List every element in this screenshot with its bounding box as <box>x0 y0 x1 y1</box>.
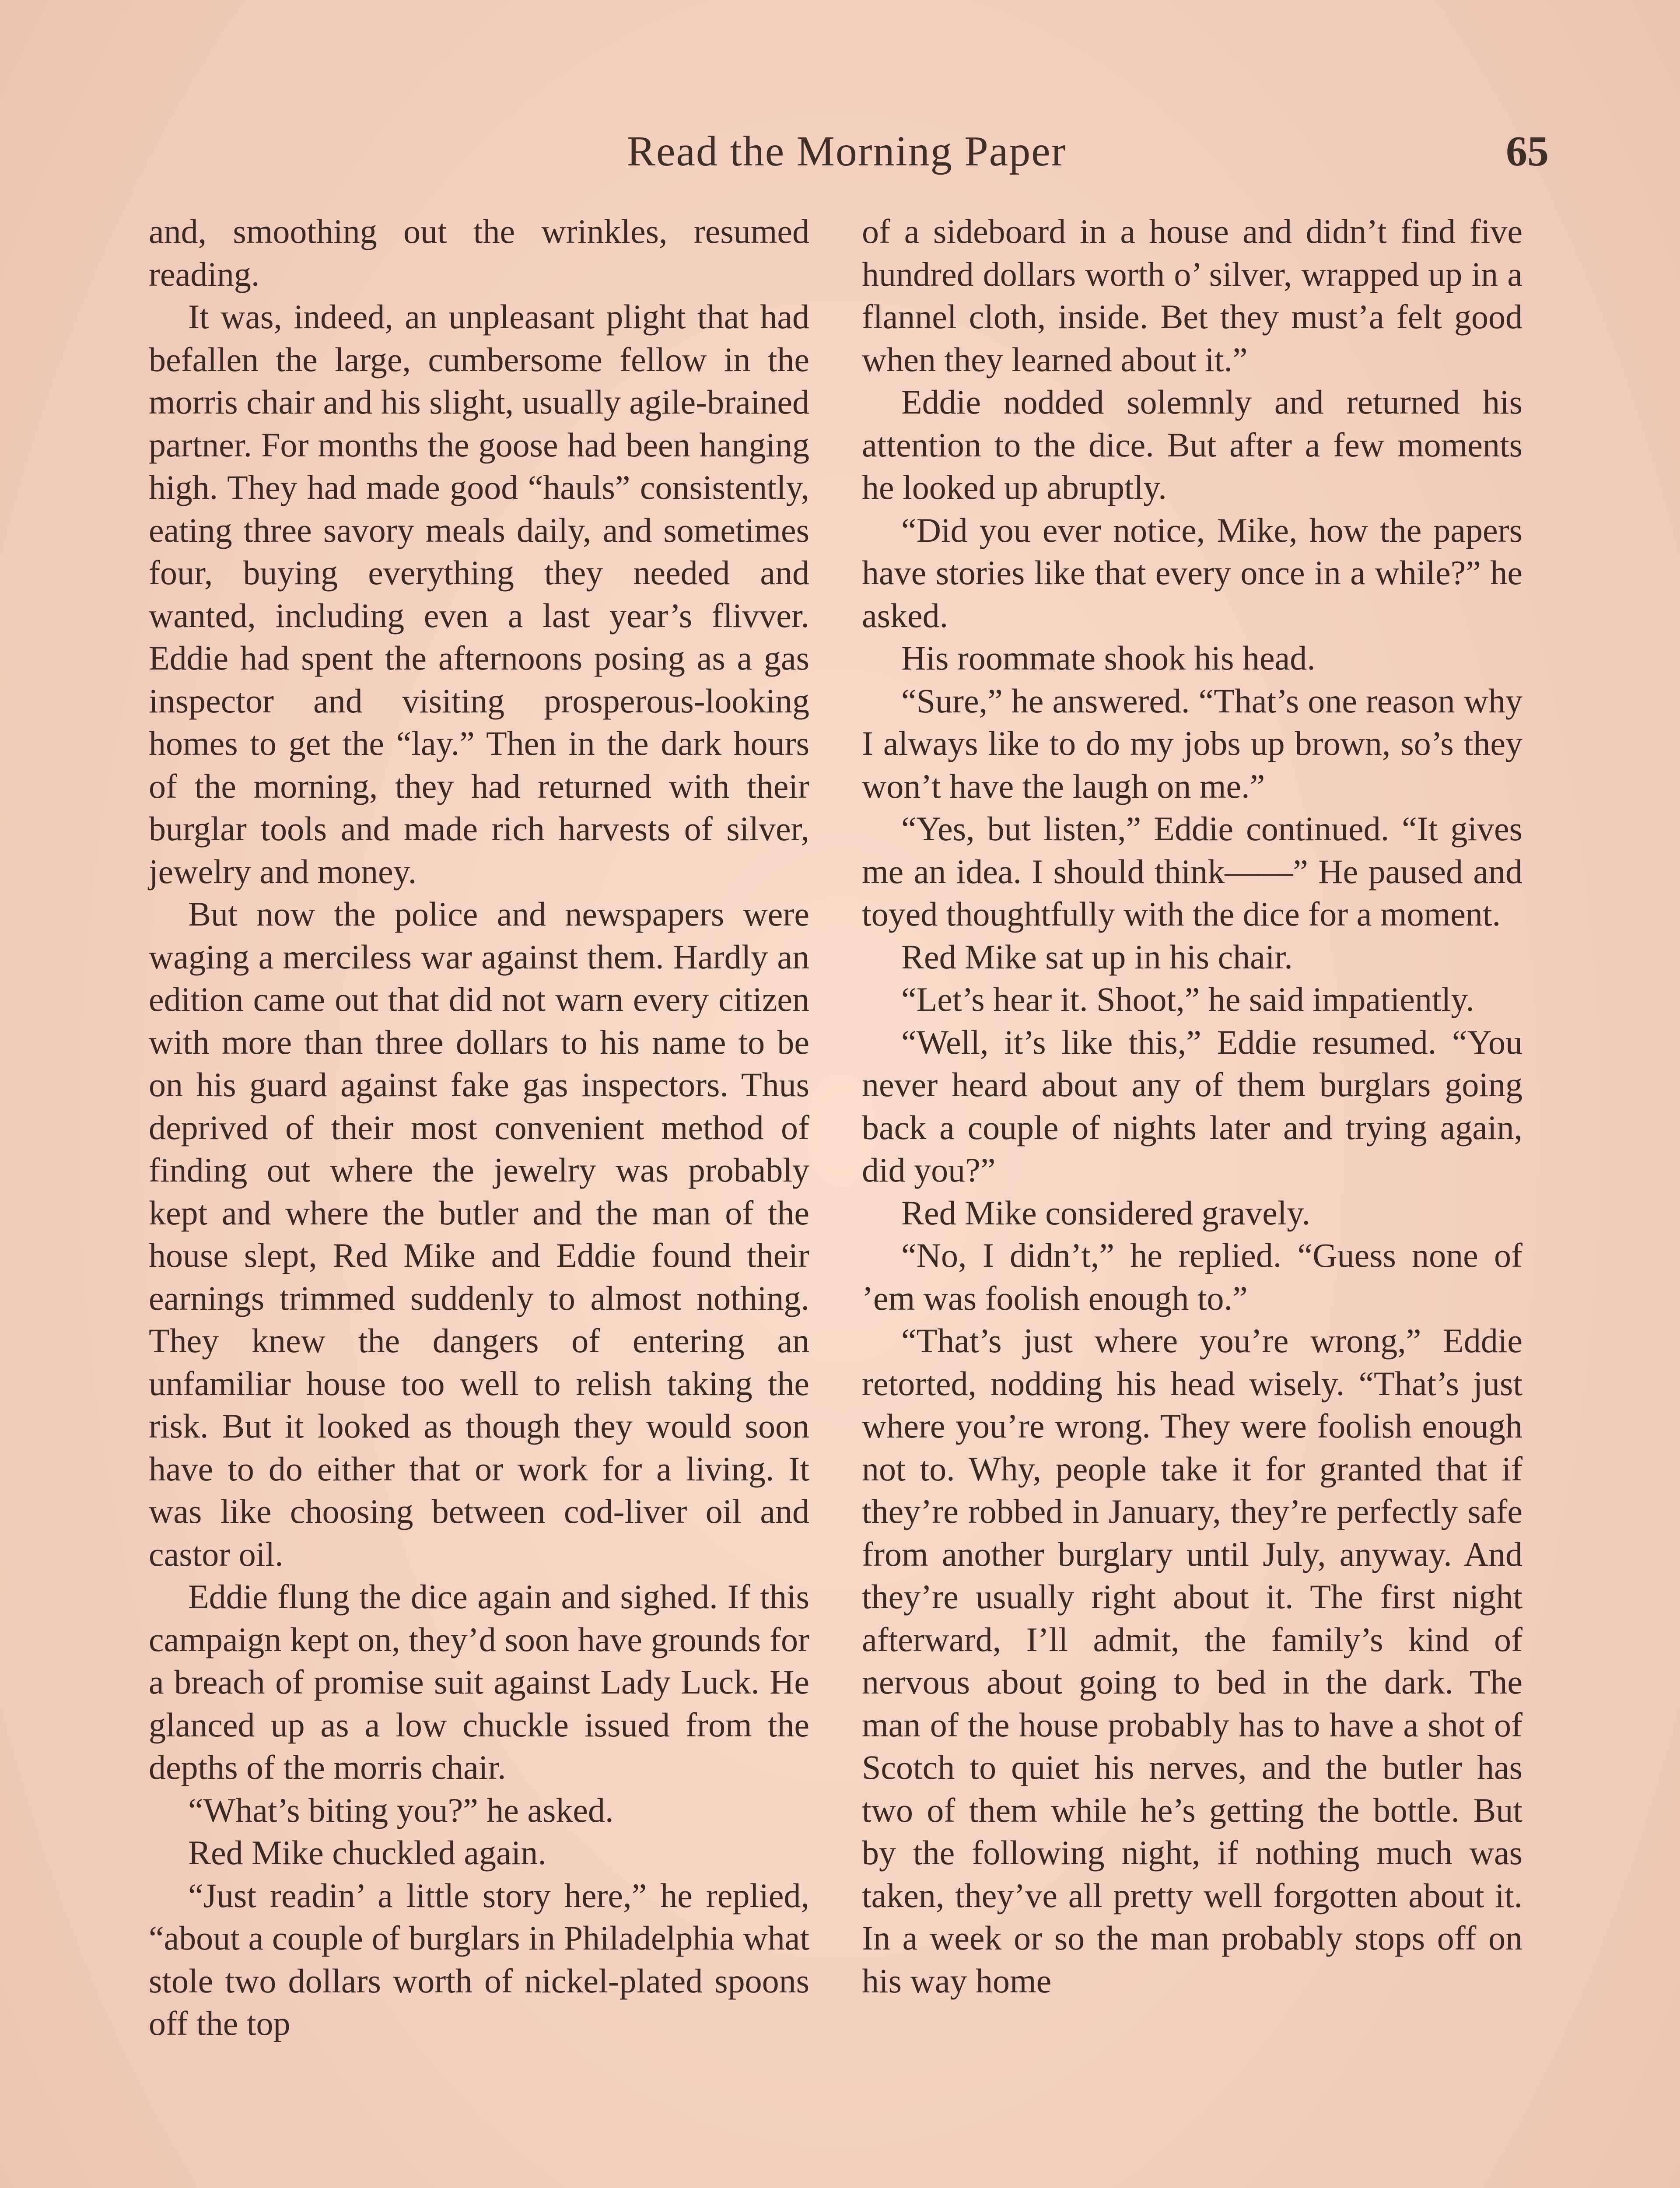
paragraph: “That’s just where you’re wrong,” Eddie retorted, nodding his head wisely. “That’s just where you’re wrong. They were foolish enough not to. Why, people take it for granted that if they’re robbed in January, they’re perfectly safe from another burglary until July, anyway. And they’re usually right about it. The first night afterward, I’ll admit, the family’s kind of nervous about going to bed in the dark. The man of the house probably has to have a shot of Scotch to quiet his nerves, and the butler has two of them while he’s getting the bottle. But by the following night, if nothing much was taken, they’ve all pretty well forgotten about it. In a week or so the man probably stops off on his way home <box>862 1322 1522 2000</box>
paragraph: Red Mike chuckled again. <box>188 1834 546 1872</box>
paragraph: “Did you ever notice, Mike, how the papers have stories like that every once in a while?” he asked. <box>862 511 1522 635</box>
paragraph: “What’s biting you?” he asked. <box>188 1791 614 1829</box>
paragraph: Eddie flung the dice again and sighed. If this campaign kept on, they’d soon have grounds for a breach of promise suit against Lady Luck. He glanced up as a low chuckle issued from the depths of the morris chair. <box>149 1578 809 1786</box>
running-title: Read the Morning Paper <box>626 128 1067 175</box>
paragraph: It was, indeed, an unpleasant plight that had befallen the large, cumbersome fellow in the morris chair and his slight, usually agile-brained partner. For months the goose had been hanging high. They had made good “hauls” consistently, eating three savory meals daily, and sometimes four, buying everything they needed and wanted, including even a last year’s flivver. Eddie had spent the afternoons posing as a gas inspector and visiting prosperous-looking homes to get the “lay.” Then in the dark hours of the morning, they had returned with their burglar tools and made rich harvests of silver, jewelry and money. <box>149 298 809 891</box>
paragraph: His roommate shook his head. <box>901 639 1316 677</box>
paragraph: “Well, it’s like this,” Eddie resumed. “You never heard about any of them burglars going back a couple of nights later and trying again, did you?” <box>862 1023 1522 1189</box>
paragraph: “No, I didn’t,” he replied. “Guess none of ’em was foolish enough to.” <box>862 1236 1522 1317</box>
left-column <box>149 210 809 2045</box>
paragraph: “Sure,” he answered. “That’s one reason why I always like to do my jobs up brown, so’s they won’t have the laugh on me.” <box>862 681 1522 805</box>
paragraph: Red Mike considered gravely. <box>901 1193 1310 1232</box>
paragraph: But now the police and newspapers were waging a merciless war against them. Hardly an edition came out that did not warn every citizen with more than three dollars to his name to be on his guard against fake gas inspectors. Thus deprived of their most convenient method of finding out where the jewelry was probably kept and where the butler and the man of the house slept, Red Mike and Eddie found their earnings trimmed suddenly to almost nothing. They knew the dangers of entering an unfamiliar house too well to relish taking the risk. But it looked as though they would soon have to do either that or work for a living. It was like choosing between cod-liver oil and castor oil. <box>149 895 809 1573</box>
page-number: 65 <box>1506 128 1549 175</box>
paragraph: of a sideboard in a house and didn’t find five hundred dollars worth o’ silver, wrapped up in a flannel cloth, inside. Bet they must’a felt good when they learned about it.” <box>862 212 1522 379</box>
paragraph: Eddie nodded solemnly and returned his attention to the dice. But after a few moments he looked up abruptly. <box>862 383 1522 506</box>
paragraph: Red Mike sat up in his chair. <box>901 937 1293 976</box>
page-header <box>144 127 1549 193</box>
right-column <box>862 210 1522 2002</box>
paragraph: “Let’s hear it. Shoot,” he said impatiently. <box>901 980 1474 1018</box>
paragraph: “Yes, but listen,” Eddie continued. “It gives me an idea. I should think——” He paused and toyed thoughtfully with the dice for a moment. <box>862 810 1522 933</box>
paragraph: “Just readin’ a little story here,” he replied, “about a couple of burglars in Philadelphia what stole two dollars worth of nickel-plated spoons off the top <box>149 1876 809 2042</box>
paragraph: and, smoothing out the wrinkles, resumed reading. <box>149 212 809 293</box>
